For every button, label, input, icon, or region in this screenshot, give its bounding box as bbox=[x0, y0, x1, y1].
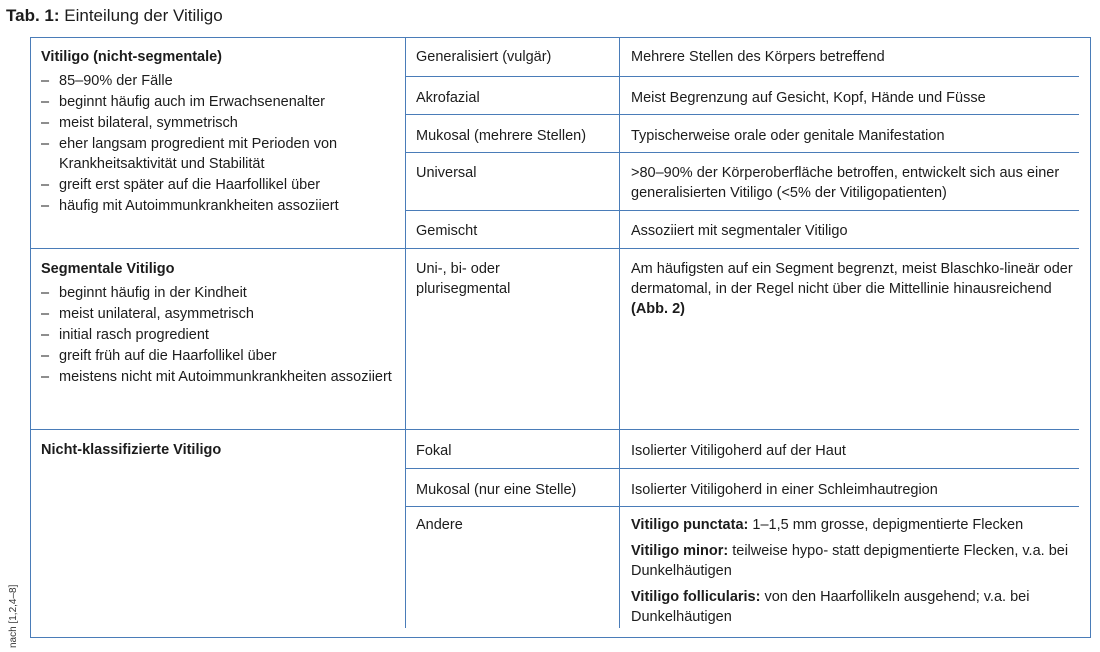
type-cell: Generalisiert (vulgär) bbox=[416, 49, 552, 65]
feature-item: – meist bilateral, symmetrisch bbox=[41, 113, 396, 133]
subtype-entry bbox=[631, 515, 1076, 535]
feature-item: – meistens nicht mit Autoimmunkrankheiten assoziiert bbox=[41, 367, 396, 387]
type-cell: Mukosal (mehrere Stellen) bbox=[416, 128, 587, 144]
group-cell-segmental bbox=[41, 259, 396, 388]
description-cell bbox=[631, 259, 1076, 319]
figure-reference: (Abb. 2) bbox=[631, 301, 685, 317]
feature-item: – beginnt häufig auch im Erwachsenenalter bbox=[41, 92, 396, 112]
feature-item: – häufig mit Autoimmunkrankheiten assoziiert bbox=[41, 196, 396, 216]
row-divider bbox=[406, 76, 1079, 77]
description-cell bbox=[631, 515, 1076, 633]
row-divider bbox=[406, 152, 1079, 153]
source-note: nach [1,2,4–8] bbox=[8, 584, 19, 648]
description-cell: Isolierter Vitiligoherd auf der Haut bbox=[631, 443, 846, 459]
type-cell: Fokal bbox=[416, 443, 452, 459]
row-divider bbox=[406, 506, 1079, 507]
subtype-name: Vitiligo follicularis: bbox=[631, 589, 761, 605]
subtype-text: teilweise hypo- statt depigmentierte Flecken, v.a. bei Dunkelhäutigen bbox=[631, 543, 1069, 579]
type-cell: Uni-, bi- oder plurisegmental bbox=[416, 261, 511, 297]
feature-item: – eher langsam progredient mit Perioden von Krankheitsaktivität und Stabilität bbox=[41, 134, 396, 174]
feature-list bbox=[41, 71, 396, 216]
group-heading: Vitiligo (nicht-segmentale) bbox=[41, 49, 223, 65]
description-text: Am häufigsten auf ein Segment begrenzt, meist Blaschko-lineär oder dermatomal, in der Regel nicht über die Mittellinie hinausreichend bbox=[631, 261, 1073, 297]
group-cell-nonsegmental bbox=[41, 47, 396, 217]
subtype-name: Vitiligo punctata: bbox=[631, 517, 749, 533]
row-divider bbox=[406, 114, 1079, 115]
row-divider bbox=[406, 210, 1079, 211]
column-divider bbox=[405, 38, 406, 628]
description-cell: >80–90% der Körperoberfläche betroffen, entwickelt sich aus einer generalisierten Vitiligo (<5% der Vitiligopatienten) bbox=[631, 165, 1060, 201]
subtype-text: von den Haarfollikeln ausgehend; v.a. bei Dunkelhäutigen bbox=[631, 589, 1030, 625]
classification-table bbox=[30, 37, 1091, 638]
group-divider bbox=[31, 248, 1079, 249]
type-cell: Universal bbox=[416, 165, 477, 181]
table-title-text: Einteilung der Vitiligo bbox=[64, 6, 223, 25]
feature-item: – greift erst später auf die Haarfollikel über bbox=[41, 175, 396, 195]
table-title-prefix: Tab. 1: bbox=[6, 6, 60, 25]
feature-item: – initial rasch progredient bbox=[41, 325, 396, 345]
type-cell: Akrofazial bbox=[416, 90, 480, 106]
subtype-entry bbox=[631, 587, 1076, 627]
group-heading: Segmentale Vitiligo bbox=[41, 261, 175, 277]
feature-item: – beginnt häufig in der Kindheit bbox=[41, 283, 396, 303]
group-heading: Nicht-klassifizierte Vitiligo bbox=[41, 442, 222, 458]
description-cell: Mehrere Stellen des Körpers betreffend bbox=[631, 49, 885, 65]
feature-item: – 85–90% der Fälle bbox=[41, 71, 396, 91]
row-divider bbox=[406, 468, 1079, 469]
feature-item: – meist unilateral, asymmetrisch bbox=[41, 304, 396, 324]
description-cell: Assoziiert mit segmentaler Vitiligo bbox=[631, 223, 848, 239]
type-cell: Andere bbox=[416, 517, 463, 533]
type-cell: Gemischt bbox=[416, 223, 478, 239]
type-cell: Mukosal (nur eine Stelle) bbox=[416, 482, 577, 498]
description-cell: Isolierter Vitiligoherd in einer Schleimhautregion bbox=[631, 482, 938, 498]
subtype-entry bbox=[631, 541, 1076, 581]
description-cell: Typischerweise orale oder genitale Manifestation bbox=[631, 128, 945, 144]
feature-list bbox=[41, 283, 396, 387]
column-divider bbox=[619, 38, 620, 628]
subtype-name: Vitiligo minor: bbox=[631, 543, 729, 559]
feature-item: – greift früh auf die Haarfollikel über bbox=[41, 346, 396, 366]
group-divider bbox=[31, 429, 1079, 430]
table-title bbox=[6, 6, 223, 26]
subtype-text: 1–1,5 mm grosse, depigmentierte Flecken bbox=[752, 517, 1024, 533]
description-cell: Meist Begrenzung auf Gesicht, Kopf, Hände und Füsse bbox=[631, 90, 986, 106]
